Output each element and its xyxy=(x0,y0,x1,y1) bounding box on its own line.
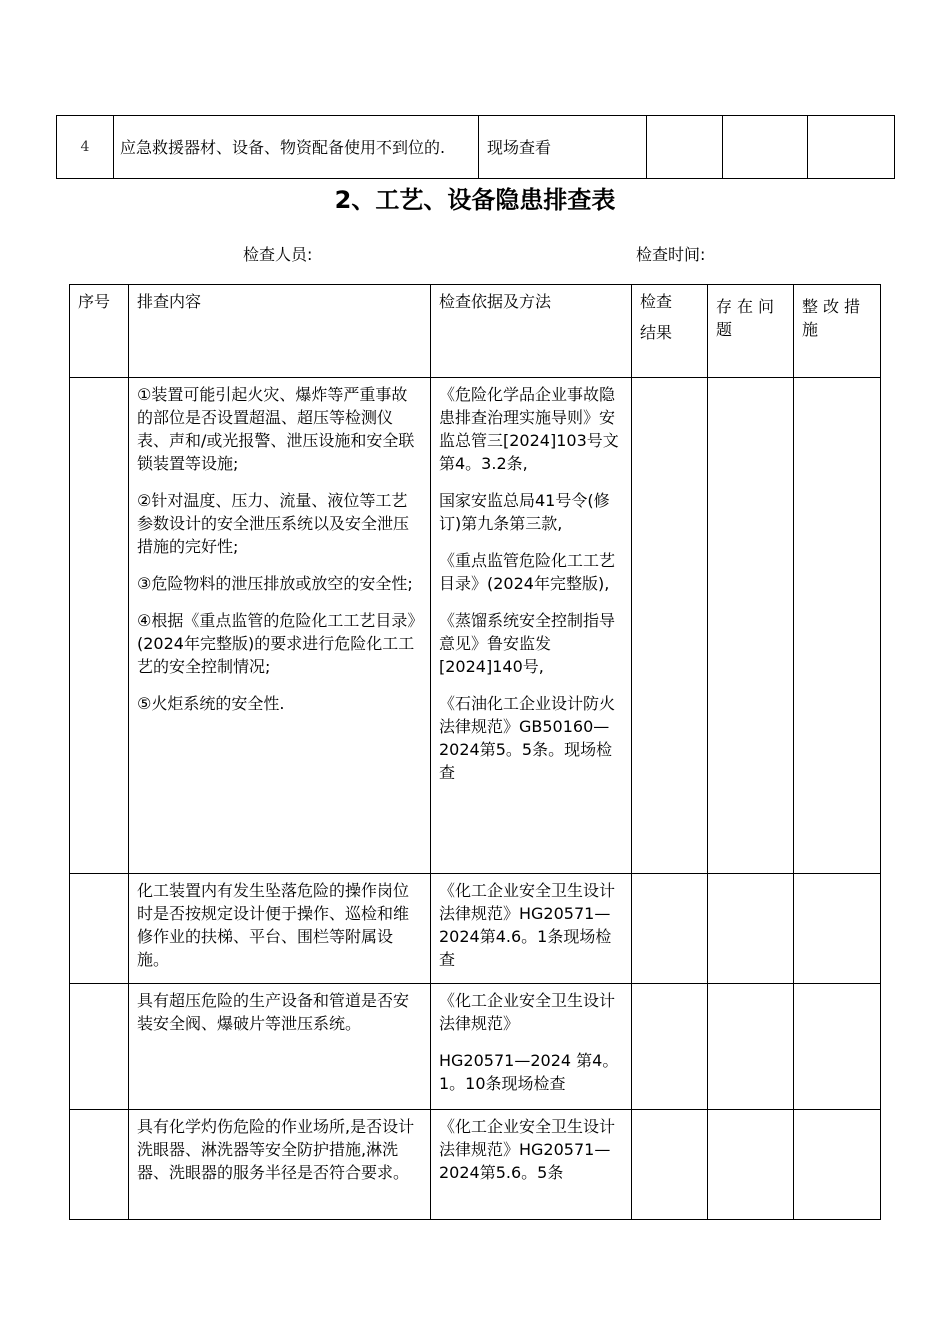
basis-item: 国家安监总局41号令(修订)第九条第三款, xyxy=(439,491,610,533)
problem-cell xyxy=(723,116,808,179)
check-basis xyxy=(431,984,632,1110)
check-content: 应急救援器材、设备、物资配备使用不到位的. xyxy=(114,116,479,179)
check-content xyxy=(129,874,431,984)
seq-cell xyxy=(70,984,129,1110)
basis-item: 《重点监管危险化工工艺目录》(2024年完整版), xyxy=(439,551,616,593)
problem-cell xyxy=(708,378,794,874)
basis-item: 《危险化学品企业事故隐患排查治理实施导则》安监总管三[2024]103号文第4。3.2条, xyxy=(439,385,619,473)
check-content xyxy=(129,1110,431,1220)
check-content xyxy=(129,984,431,1110)
content-item: ③危险物料的泄压排放或放空的安全性; xyxy=(137,574,413,593)
problem-cell xyxy=(708,1110,794,1220)
previous-table xyxy=(56,115,895,179)
result-cell xyxy=(632,378,708,874)
check-basis xyxy=(431,1110,632,1220)
table-row xyxy=(70,984,881,1110)
result-cell xyxy=(632,874,708,984)
table-row xyxy=(70,378,881,874)
measure-cell xyxy=(794,378,881,874)
seq-cell xyxy=(70,1110,129,1220)
content-item: ①装置可能引起火灾、爆炸等严重事故的部位是否设置超温、超压等检测仪表、声和/或光报警、泄压设施和安全联锁装置等设施; xyxy=(137,385,415,473)
header-basis: 检查依据及方法 xyxy=(431,285,632,378)
problem-cell xyxy=(708,984,794,1110)
result-cell xyxy=(647,116,723,179)
header-seq: 序号 xyxy=(70,285,129,378)
row-number: 4 xyxy=(57,116,114,179)
basis-item: 《蒸馏系统安全控制指导意见》鲁安监发[2024]140号, xyxy=(439,611,616,676)
seq-cell xyxy=(70,378,129,874)
header-result-line1: 检查 xyxy=(640,292,673,311)
check-time-label: 检查时间: xyxy=(636,245,706,264)
basis-item: 《石油化工企业设计防火法律规范》GB50160—2024第5。5条。现场检查 xyxy=(439,694,616,782)
inspector-label: 检查人员: xyxy=(243,245,313,264)
measure-cell xyxy=(794,1110,881,1220)
content-item: ④根据《重点监管的危险化工工艺目录》(2024年完整版)的要求进行危险化工工艺的安全控制情况; xyxy=(137,611,416,676)
measure-cell xyxy=(794,874,881,984)
check-basis xyxy=(431,378,632,874)
content-item: 具有化学灼伤危险的作业场所,是否设计洗眼器、淋洗器等安全防护措施,淋洗器、洗眼器的服务半径是否符合要求。 xyxy=(137,1117,415,1182)
result-cell xyxy=(632,1110,708,1220)
measure-cell xyxy=(808,116,895,179)
header-row xyxy=(70,285,881,378)
page-title: 2、工艺、设备隐患排查表 xyxy=(334,186,616,214)
header-result-line2: 结果 xyxy=(640,323,673,342)
content-item: 化工装置内有发生坠落危险的操作岗位时是否按规定设计便于操作、巡检和维修作业的扶梯、平台、围栏等附属设施。 xyxy=(137,881,410,969)
basis-item: 《化工企业安全卫生设计法律规范》HG20571—2024第4.6。1条现场检查 xyxy=(439,881,616,969)
basis-item: HG20571—2024 第4。1。10条现场检查 xyxy=(439,1051,619,1093)
content-item: ②针对温度、压力、流量、液位等工艺参数设计的安全泄压系统以及安全泄压措施的完好性; xyxy=(137,491,410,556)
header-content: 排查内容 xyxy=(129,285,431,378)
check-basis xyxy=(431,874,632,984)
header-problem: 存在问题 xyxy=(708,285,794,378)
measure-cell xyxy=(794,984,881,1110)
basis-item: 《化工企业安全卫生设计法律规范》 xyxy=(439,991,616,1033)
header-measure: 整改措施 xyxy=(794,285,881,378)
result-cell xyxy=(632,984,708,1110)
header-result xyxy=(632,285,708,378)
hazard-check-table xyxy=(69,284,881,1220)
content-item: 具有超压危险的生产设备和管道是否安装安全阀、爆破片等泄压系统。 xyxy=(137,991,410,1033)
problem-cell xyxy=(708,874,794,984)
table-row xyxy=(70,874,881,984)
table-row xyxy=(70,1110,881,1220)
table-row xyxy=(57,116,895,179)
basis-item: 《化工企业安全卫生设计法律规范》HG20571—2024第5.6。5条 xyxy=(439,1117,616,1182)
check-content xyxy=(129,378,431,874)
content-item: ⑤火炬系统的安全性. xyxy=(137,694,285,713)
seq-cell xyxy=(70,874,129,984)
check-method: 现场查看 xyxy=(479,116,647,179)
